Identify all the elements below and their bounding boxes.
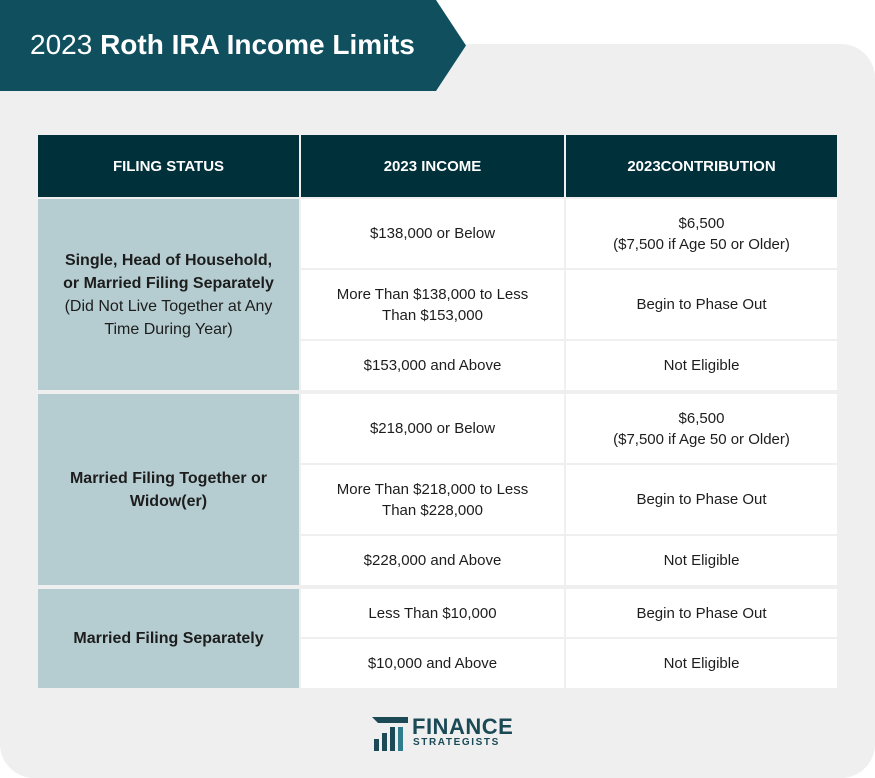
filing-status-cell xyxy=(38,394,299,585)
income-cell xyxy=(301,536,564,585)
income-value: $228,000 and Above xyxy=(363,552,502,569)
contribution-value: $6,500 xyxy=(678,409,725,427)
contribution-cell xyxy=(566,341,837,390)
column-header-contribution: 2023CONTRIBUTION xyxy=(566,135,837,197)
income-value: $153,000 and Above xyxy=(363,357,502,374)
logo-text-finance: FINANCE xyxy=(412,714,514,739)
contribution-value: Begin to Phase Out xyxy=(636,296,767,313)
filing-status-cell xyxy=(38,589,299,688)
income-cell xyxy=(301,639,564,688)
income-value: More Than $138,000 to Less Than $153,000 xyxy=(336,285,529,324)
logo-text-strategists: STRATEGISTS xyxy=(413,737,500,748)
filing-status-note: (Did Not Live Together at Any Time During Year) xyxy=(64,297,273,338)
title-banner xyxy=(0,0,466,91)
contribution-value: Not Eligible xyxy=(663,552,740,569)
title-year: 2023 xyxy=(30,29,93,60)
contribution-value: $6,500 xyxy=(678,214,725,232)
contribution-value: Begin to Phase Out xyxy=(636,604,767,622)
income-cell xyxy=(301,341,564,390)
contribution-cell xyxy=(566,589,837,637)
contribution-value: Not Eligible xyxy=(663,357,740,374)
column-header-income: 2023 INCOME xyxy=(301,135,564,197)
income-cell xyxy=(301,199,564,268)
contribution-value: Not Eligible xyxy=(663,655,740,672)
income-value: More Than $218,000 to Less Than $228,000 xyxy=(336,480,529,519)
filing-status-label: Married Filing Separately xyxy=(73,630,264,647)
contribution-cell xyxy=(566,394,837,463)
income-cell xyxy=(301,270,564,339)
contribution-note: ($7,500 if Age 50 or Older) xyxy=(613,235,790,253)
page-title xyxy=(30,26,415,64)
finance-strategists-logo xyxy=(372,712,512,752)
contribution-note: ($7,500 if Age 50 or Older) xyxy=(613,430,790,448)
income-cell xyxy=(301,465,564,534)
income-cell xyxy=(301,589,564,637)
contribution-value: Begin to Phase Out xyxy=(636,491,767,508)
column-header-filing-status: FILING STATUS xyxy=(38,135,299,197)
filing-status-cell xyxy=(38,199,299,390)
income-value: $218,000 or Below xyxy=(369,420,496,437)
income-cell xyxy=(301,394,564,463)
contribution-cell xyxy=(566,199,837,268)
contribution-cell xyxy=(566,270,837,339)
title-main: Roth IRA Income Limits xyxy=(100,29,415,60)
filing-status-label: Married Filing Together or xyxy=(69,469,268,487)
contribution-cell xyxy=(566,536,837,585)
filing-status-label: Single, Head of Household, xyxy=(64,251,273,269)
filing-status-label: or Married Filing Separately xyxy=(63,274,274,292)
income-value: $138,000 or Below xyxy=(369,225,496,242)
income-value: $10,000 and Above xyxy=(367,655,498,672)
contribution-cell xyxy=(566,639,837,688)
logo-mark-icon xyxy=(372,713,408,751)
filing-status-label: Widow(er) xyxy=(129,492,208,510)
income-value: Less Than $10,000 xyxy=(368,604,497,622)
contribution-cell xyxy=(566,465,837,534)
